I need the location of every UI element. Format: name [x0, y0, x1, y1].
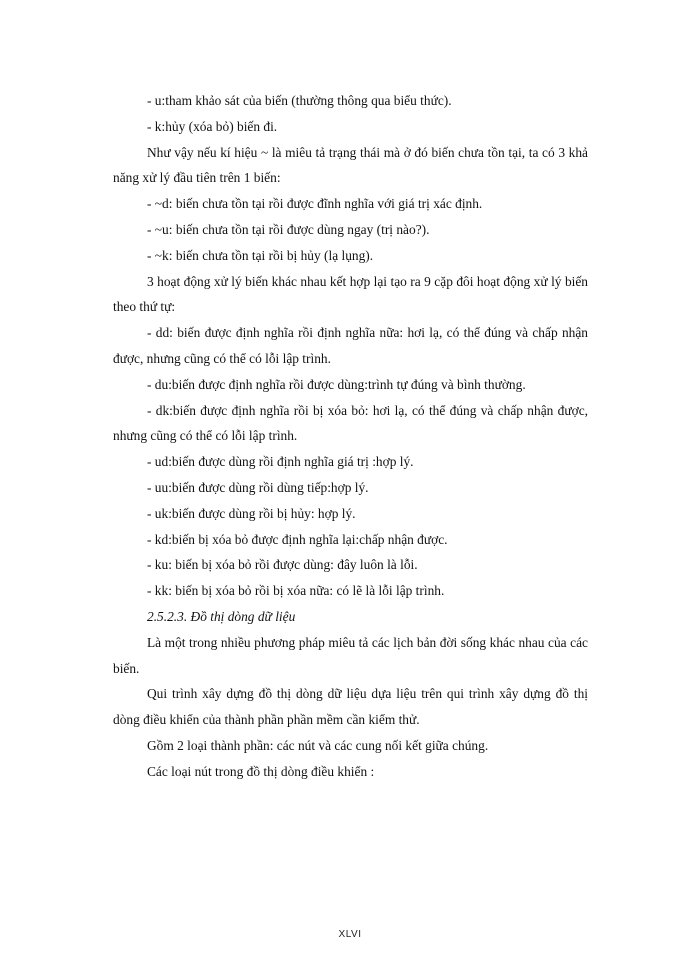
- paragraph-build-process: Qui trình xây dựng đồ thị dòng dữ liệu dựa liệu trên qui trình xây dựng đồ thị dòng điều khiển của thành phần phần mềm cần kiểm thử.: [113, 686, 588, 728]
- bullet-not-u: - ~u: biến chưa tồn tại rồi được dùng ngay (trị nào?).: [147, 221, 430, 237]
- bullet-not-d: - ~d: biến chưa tồn tại rồi được đĩnh nghĩa với giá trị xác định.: [147, 196, 483, 212]
- paragraph-three-possibilities: Như vậy nếu kí hiệu ~ là miêu tả trạng thái mà ở đó biến chưa tồn tại, ta có 3 khả năng xử lý đầu tiên trên 1 biến:: [113, 144, 588, 186]
- paragraph-nine-pairs: 3 hoạt động xử lý biến khác nhau kết hợp lại tạo ra 9 cặp đôi hoạt động xử lý biến theo thứ tự:: [113, 273, 588, 315]
- bullet-kd: - kd:biến bị xóa bỏ được định nghĩa lại:chấp nhận được.: [147, 531, 448, 547]
- bullet-uk: - uk:biến được dùng rồi bị hủy: hợp lý.: [147, 505, 356, 521]
- paragraph-components: Gồm 2 loại thành phần: các nút và các cung nối kết giữa chúng.: [147, 737, 489, 753]
- bullet-u-definition: - u:tham khảo sát của biến (thường thông qua biểu thức).: [147, 93, 452, 108]
- bullet-kk: - kk: biến bị xóa bỏ rồi bị xóa nữa: có lẽ là lỗi lập trình.: [147, 583, 445, 599]
- paragraph-node-types: Các loại nút trong đồ thị dòng điều khiển :: [147, 763, 375, 779]
- bullet-dk: - dk:biến được định nghĩa rồi bị xóa bỏ: hơi lạ, có thể đúng và chấp nhận được, nhưng cũng có thể có lỗi lập trình.: [113, 402, 588, 444]
- section-heading: 2.5.2.3. Đồ thị dòng dữ liệu: [147, 608, 296, 624]
- bullet-ud: - ud:biến được dùng rồi định nghĩa giá trị :hợp lý.: [147, 454, 414, 470]
- bullet-du: - du:biến được định nghĩa rồi được dùng:trình tự đúng và bình thường.: [147, 376, 526, 392]
- paragraph-method-description: Là một trong nhiều phương pháp miêu tả các lịch bản đời sống khác nhau của các biến.: [113, 634, 588, 676]
- document-body: [113, 88, 588, 785]
- bullet-k-definition: - k:hủy (xóa bỏ) biến đi.: [147, 118, 278, 134]
- bullet-uu: - uu:biến được dùng rồi dùng tiếp:hợp lý.: [147, 479, 369, 495]
- page-number: XLVI: [338, 929, 362, 940]
- bullet-ku: - ku: biến bị xóa bỏ rồi được dùng: đây luôn là lỗi.: [147, 557, 418, 573]
- bullet-dd: - dd: biến được định nghĩa rồi định nghĩa nữa: hơi lạ, có thể đúng và chấp nhận được, nhưng cũng có thể có lỗi lập trình.: [113, 325, 588, 366]
- bullet-not-k: - ~k: biến chưa tồn tại rồi bị hủy (lạ lụng).: [147, 247, 374, 263]
